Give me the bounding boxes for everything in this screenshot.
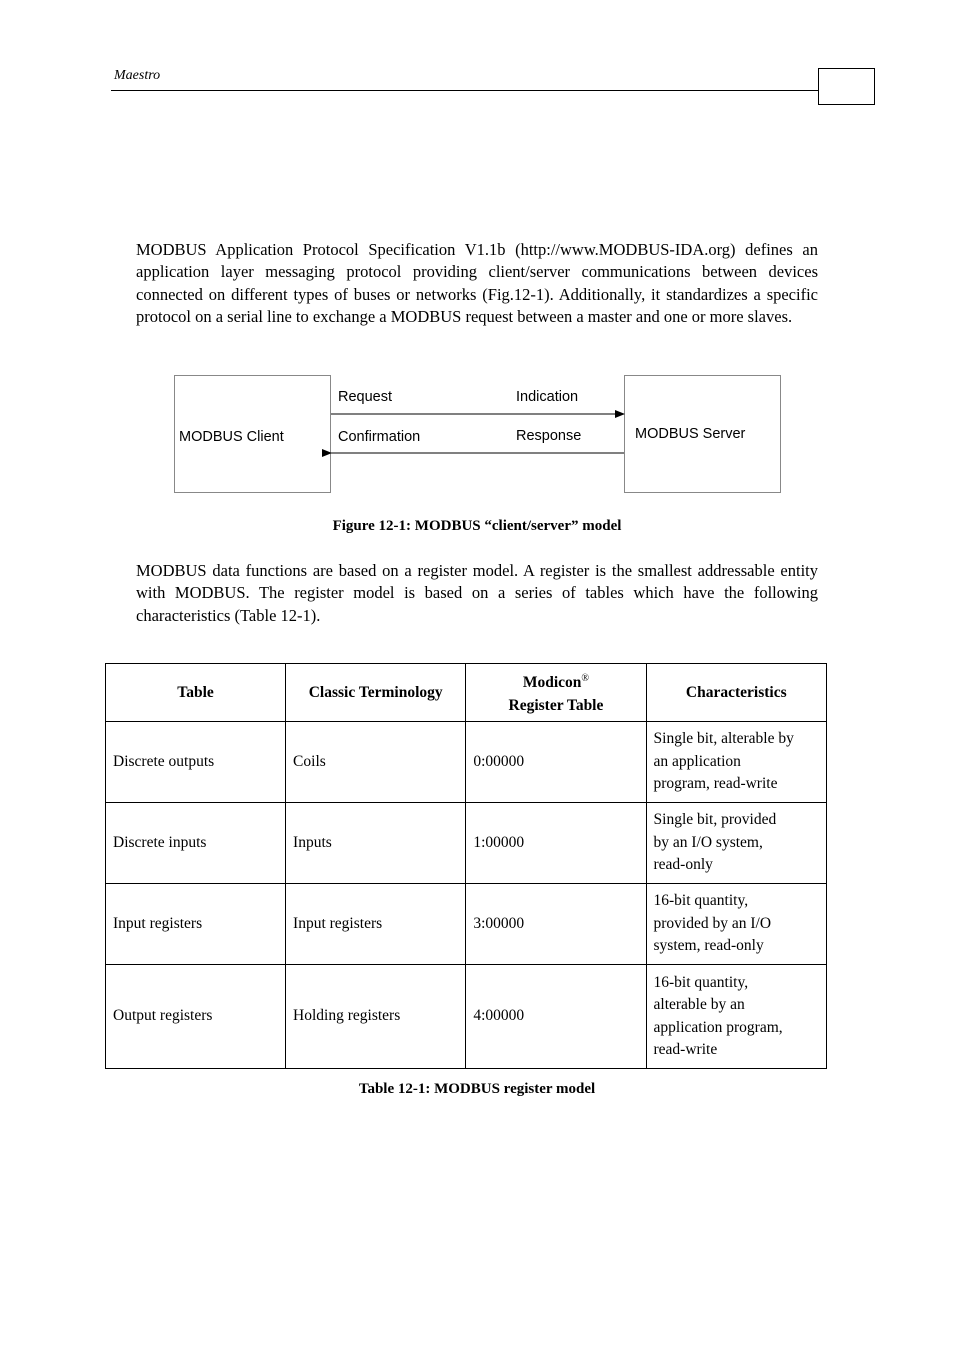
header-modicon-register-table bbox=[466, 664, 646, 722]
characteristics-line: 16-bit quantity, bbox=[653, 892, 749, 910]
table-row bbox=[106, 803, 827, 884]
characteristics-line: read-only bbox=[653, 856, 713, 874]
indication-label: Indication bbox=[516, 389, 579, 405]
cell-table: Input registers bbox=[106, 884, 286, 965]
cell-modicon: 1:00000 bbox=[466, 803, 646, 884]
header-register-table: Register Table bbox=[508, 696, 604, 714]
cell-modicon: 4:00000 bbox=[466, 965, 646, 1069]
register-model-table bbox=[105, 663, 827, 1069]
figure-caption: Figure 12-1: MODBUS “client/server” model bbox=[332, 518, 622, 534]
characteristics-line: an application bbox=[653, 752, 741, 770]
table-caption: Table 12-1: MODBUS register model bbox=[358, 1081, 596, 1097]
characteristics-line: Single bit, alterable by bbox=[653, 730, 794, 748]
cell-classic: Coils bbox=[286, 722, 466, 803]
table-row bbox=[106, 884, 827, 965]
table-header-row bbox=[106, 664, 827, 722]
confirmation-label: Confirmation bbox=[338, 429, 421, 445]
cell-characteristics bbox=[646, 722, 826, 803]
cell-characteristics bbox=[646, 884, 826, 965]
header-characteristics: Characteristics bbox=[646, 664, 826, 722]
client-label: MODBUS Client bbox=[179, 429, 284, 445]
header-modicon: Modicon bbox=[522, 674, 582, 692]
characteristics-line: 16-bit quantity, bbox=[653, 973, 749, 991]
request-label: Request bbox=[338, 389, 393, 405]
characteristics-line: read-write bbox=[653, 1040, 718, 1058]
server-label: MODBUS Server bbox=[635, 426, 746, 442]
cell-modicon: 3:00000 bbox=[466, 884, 646, 965]
cell-table: Discrete inputs bbox=[106, 803, 286, 884]
cell-classic: Holding registers bbox=[286, 965, 466, 1069]
cell-modicon: 0:00000 bbox=[466, 722, 646, 803]
registered-mark: ® bbox=[581, 673, 590, 685]
characteristics-line: provided by an I/O bbox=[653, 914, 772, 932]
characteristics-line: application program, bbox=[653, 1018, 783, 1036]
register-paragraph: MODBUS data functions are based on a register model. A register is the smallest addressable entity with MODBUS. The register model is based on a series of tables which have the following characteristics (Table 12-1). bbox=[136, 561, 818, 625]
header-table: Table bbox=[106, 664, 286, 722]
running-header-title: Maestro bbox=[114, 68, 161, 83]
cell-table: Output registers bbox=[106, 965, 286, 1069]
cell-classic: Input registers bbox=[286, 884, 466, 965]
characteristics-line: alterable by an bbox=[653, 996, 745, 1014]
cell-table: Discrete outputs bbox=[106, 722, 286, 803]
cell-classic: Inputs bbox=[286, 803, 466, 884]
client-server-diagram bbox=[0, 0, 954, 520]
header-classic-terminology: Classic Terminology bbox=[286, 664, 466, 722]
table-row bbox=[106, 722, 827, 803]
cell-characteristics bbox=[646, 803, 826, 884]
cell-characteristics bbox=[646, 965, 826, 1069]
response-label: Response bbox=[516, 428, 582, 444]
table-row bbox=[106, 965, 827, 1069]
characteristics-line: system, read-only bbox=[653, 937, 764, 955]
characteristics-line: by an I/O system, bbox=[653, 833, 763, 851]
characteristics-line: Single bit, provided bbox=[653, 811, 777, 829]
intro-paragraph: MODBUS Application Protocol Specification V1.1b (http://www.MODBUS-IDA.org) defines an application layer messaging protocol providing client/server communications between devices connected on different types of buses or networks (Fig.12-1). Additionally, it standardizes a specific protocol on a serial line to exchange a MODBUS request between a master and one or more slaves. bbox=[136, 240, 818, 327]
characteristics-line: program, read-write bbox=[653, 775, 778, 793]
